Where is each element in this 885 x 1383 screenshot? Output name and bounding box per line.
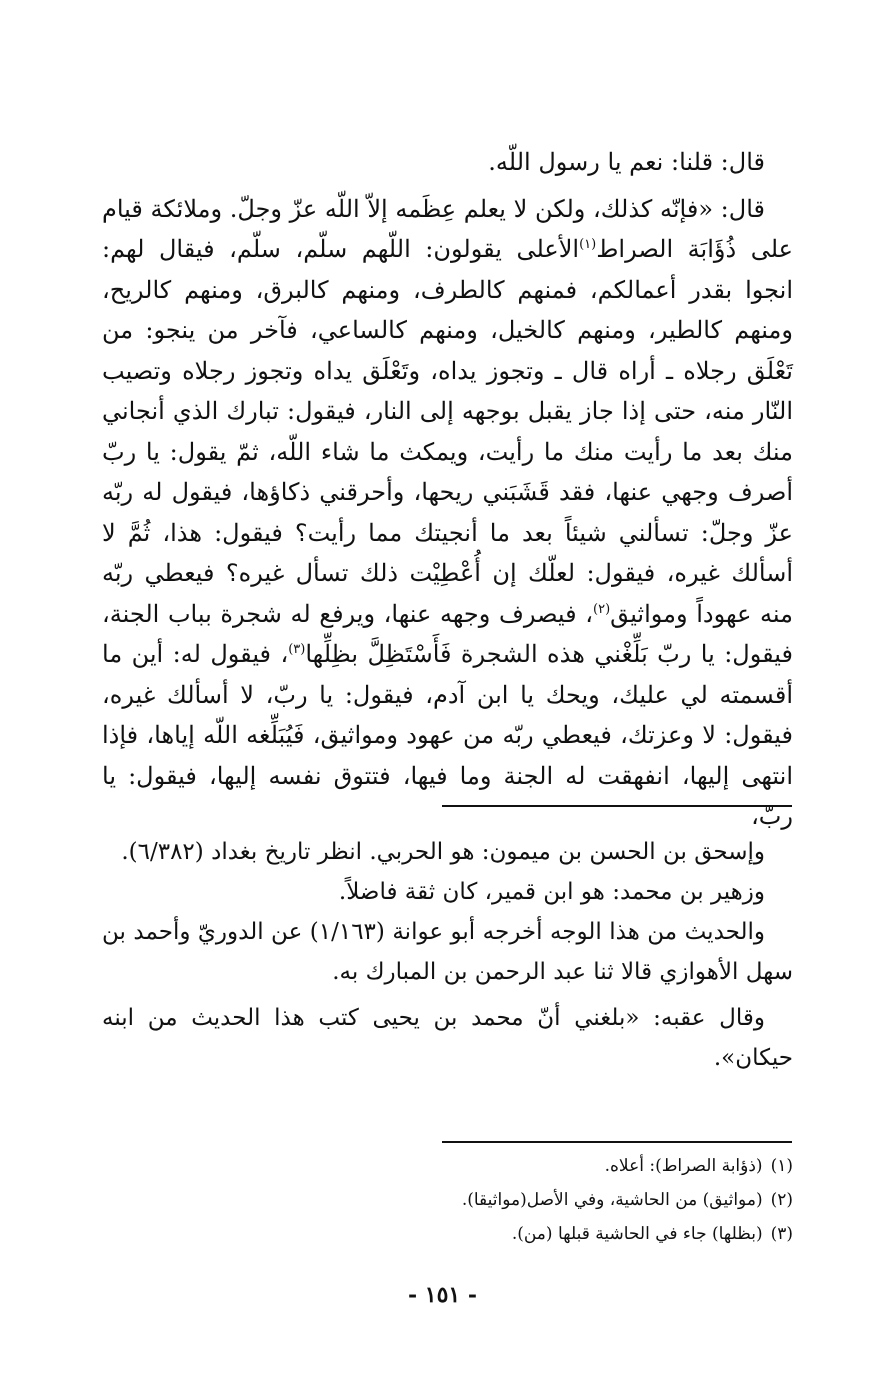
footnote-item <box>102 1183 793 1217</box>
commentary-paragraph: وقال عقبه: «بلغني أنّ محمد بن يحيى كتب هذا الحديث من ابنه حيكان». <box>102 1005 793 1071</box>
footnote-number: (٢) <box>770 1190 793 1210</box>
body-part-1: قال: «فإنّه كذلك، ولكن لا يعلم عِظَمه إلاّ اللّه عزّ وجلّ. وملائكة قيام على ذُؤَابَة الصراط <box>102 194 793 263</box>
commentary-divider <box>442 805 792 807</box>
commentary-paragraph: وزهير بن محمد: هو ابن قمير، كان ثقة فاضلاً. <box>338 879 765 905</box>
main-text <box>102 142 793 837</box>
opening-line: قال: قلنا: نعم يا رسول اللّه. <box>488 148 765 176</box>
page-number: - ١٥١ - <box>407 1282 478 1308</box>
footnote-marker-1: (١) <box>579 237 597 252</box>
footnote-number: (٣) <box>770 1224 793 1244</box>
body-part-3: ، فيصرف وجهه عنها، ويرفع له شجرة بباب الجنة، فيقول: يا ربّ بَلِّغْني هذه الشجرة فَأَسْتَظِلَّ بظِلِّها <box>102 599 793 668</box>
footnote-item <box>102 1149 793 1183</box>
footnote-text: (ذؤابة الصراط): أعلاه. <box>604 1156 763 1176</box>
footnote-divider <box>442 1141 792 1143</box>
commentary-paragraph: والحديث من هذا الوجه أخرجه أبو عوانة (١/١٦٣) عن الدوريّ وأحمد بن سهل الأهوازي قالا ثنا عبد الرحمن بن المبارك به. <box>102 919 793 985</box>
footnote-number: (١) <box>770 1156 793 1176</box>
footnote-marker-3: (٣) <box>288 642 306 657</box>
footnotes <box>102 1149 793 1251</box>
footnote-item <box>102 1217 793 1251</box>
commentary-paragraph: وإسحق بن الحسن بن ميمون: هو الحربي. انظر تاريخ بغداد (٦/٣٨٢). <box>121 839 765 865</box>
commentary <box>102 832 793 1078</box>
body-part-2: الأعلى يقولون: اللّهم سلّم، سلّم، فيقال لهم: انجوا بقدر أعمالكم، فمنهم كالطرف، ومنهم كالبرق، ومنهم كالريح، ومنهم كالطير، ومنهم كالخيل، ومنهم كالساعي، فآخر من ينجو: من تَعْلَق رجلاه ـ أراه قال ـ وتجوز يداه، وتَعْلَق يداه وتجوز رجلاه وتصيب النّار منه، حتى إذا جاز يقبل بوجهه إلى النار، فيقول: تبارك الذي أنجاني منك بعد ما رأيت منك ما رأيت، ويمكث ما شاء اللّه، ثمّ يقول: يا ربّ أصرف وجهي عنها، فقد قَشَبَني ريحها، وأحرقني ذكاؤها، فيقول له ربّه عزّ وجلّ: تسألني شيئاً بعد ما أنجيتك مما رأيت؟ فيقول: هذا، ثُمَّ لا أسألك غيره، فيقول: لعلّك إن أُعْطِيْت ذلك تسأل غيره؟ فيعطي ربّه منه عهوداً ومواثيق <box>102 235 793 628</box>
footnote-text: (بظلها) جاء في الحاشية قبلها (من). <box>511 1224 763 1244</box>
footnote-marker-2: (٢) <box>593 601 611 617</box>
footnote-text: (مواثيق) من الحاشية، وفي الأصل(مواثيقا). <box>461 1190 763 1210</box>
body-part-4: ، فيقول له: أين ما أقسمته لي عليك، ويحك يا ابن آدم، فيقول: يا ربّ، لا أسألك غيره، فيقول: لا وعزتك، فيعطي ربّه من عهود ومواثيق، فَيُبَلِّغه اللّه إياها، فإذا انتهى إليها، انفهقت له الجنة وما فيها، فتتوق نفسه إليها، فيقول: يا ربّ، <box>102 640 793 830</box>
hadith-paragraph <box>102 189 793 837</box>
